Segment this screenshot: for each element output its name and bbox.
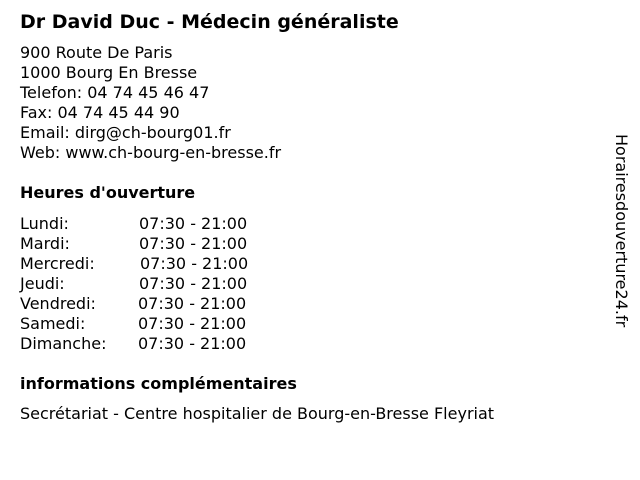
day-label: Lundi: [20, 214, 69, 233]
time-range: 07:30 - 21:00 [139, 214, 248, 233]
hours-row-vendredi [20, 294, 280, 314]
time-range: 07:30 - 21:00 [140, 254, 249, 273]
day-label: Mercredi: [20, 254, 95, 273]
opening-hours-table [20, 214, 280, 354]
hours-row-dimanche [20, 334, 280, 354]
additional-info-text: Secrétariat - Centre hospitalier de Bourg-en-Bresse Fleyriat [20, 404, 495, 423]
opening-hours-heading: Heures d'ouverture [20, 183, 196, 202]
time-range: 07:30 - 21:00 [138, 314, 247, 333]
day-label: Vendredi: [20, 294, 96, 313]
email-address: Email: dirg@ch-bourg01.fr [20, 123, 231, 142]
page-title: Dr David Duc - Médecin généraliste [20, 11, 399, 33]
time-range: 07:30 - 21:00 [139, 234, 248, 253]
time-range: 07:30 - 21:00 [138, 294, 247, 313]
website: Web: www.ch-bourg-en-bresse.fr [20, 143, 282, 162]
contact-block [20, 43, 281, 163]
day-label: Dimanche: [20, 334, 107, 353]
site-watermark: Horairesdouverture24.fr [612, 134, 631, 328]
fax-number: Fax: 04 74 45 44 90 [20, 103, 180, 122]
hours-row-jeudi [20, 274, 280, 294]
day-label: Jeudi: [20, 274, 65, 293]
time-range: 07:30 - 21:00 [139, 274, 248, 293]
additional-info-heading: informations complémentaires [20, 374, 297, 393]
city-address: 1000 Bourg En Bresse [20, 63, 198, 82]
time-range: 07:30 - 21:00 [138, 334, 247, 353]
hours-row-samedi [20, 314, 280, 334]
phone-number: Telefon: 04 74 45 46 47 [20, 83, 210, 102]
hours-row-mardi [20, 234, 280, 254]
day-label: Samedi: [20, 314, 86, 333]
hours-row-mercredi [20, 254, 280, 274]
hours-row-lundi [20, 214, 280, 234]
day-label: Mardi: [20, 234, 70, 253]
street-address: 900 Route De Paris [20, 43, 173, 62]
